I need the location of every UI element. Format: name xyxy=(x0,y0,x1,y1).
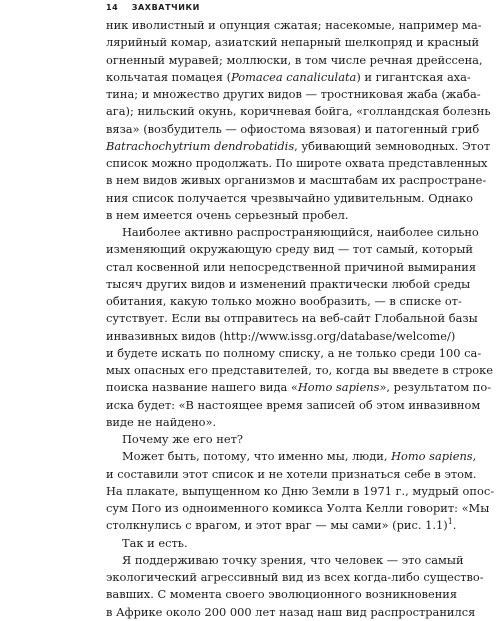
text-line: стал косвенной или непосредственной причиной вымирания xyxy=(106,259,477,274)
text-line: вяза» (возбудитель — офиостома вязовая) и патогенный гриб xyxy=(106,121,480,136)
text-line: ния список получается чрезвычайно удивительным. Однако xyxy=(106,190,473,205)
text-line: в нем имеется очень серьезный пробел. xyxy=(106,207,349,222)
text-line: Batrachochytrium dendrobatidis, убивающий земноводных. Этот xyxy=(106,138,491,153)
text-line: и составили этот список и не хотели признаться себе в этом. xyxy=(106,466,477,481)
page-number: 14 xyxy=(106,3,119,12)
species-name: Pomacea canaliculata xyxy=(231,69,357,84)
text-line: обитания, какую только можно вообразить, — в списке от- xyxy=(106,294,462,308)
text-line: иска будет: «В настоящее время записей об этом инвазивном xyxy=(106,397,481,412)
text-line: сум Пого из одноименного комикса Уолта Келли говорит: «Мы xyxy=(106,501,490,515)
text-line: ник иволистный и опунция сжатая; насекомые, например ма- xyxy=(106,18,482,32)
text-line: На плакате, выпущенном ко Дню Земли в 1971 г., мудрый опос- xyxy=(106,483,495,498)
text-line: Я поддерживаю точку зрения, что человек — это самый xyxy=(122,552,464,567)
species-name: Homo sapiens xyxy=(391,449,473,464)
text-line: экологический агрессивный вид из всех когда-либо существо- xyxy=(106,570,484,584)
running-head xyxy=(106,3,200,15)
text-line: в Африке около 200 000 лет назад наш вид распространился xyxy=(106,604,476,619)
chapter-title: ЗАХВАТЧИКИ xyxy=(131,3,200,12)
text-line: инвазивных видов (http://www.issg.org/database/welcome/) xyxy=(106,328,456,343)
text-line: тысяч других видов и изменений практически любой среды xyxy=(106,276,471,291)
body-text xyxy=(106,17,495,621)
text-line: виде не найдено». xyxy=(106,414,217,429)
text-line: поиска название нашего вида «Homo sapiens», результатом по- xyxy=(106,380,492,395)
text-line: лярийный комар, азиатский непарный шелкопряд и красный xyxy=(106,35,480,50)
species-name: Homo sapiens xyxy=(297,380,380,395)
footnote-marker: 1 xyxy=(447,517,453,527)
text-line: мых опасных его представителей, то, когда вы введете в строке xyxy=(106,363,494,377)
text-line: сутствует. Если вы отправитесь на веб-сайт Глобальной базы xyxy=(106,311,478,326)
text-line: кольчатая помацея (Pomacea canaliculata) и гигантская аха- xyxy=(106,69,471,84)
text-line: изменяющий окружающую среду вид — тот самый, который xyxy=(106,242,473,257)
species-name: Batrachochytrium dendrobatidis xyxy=(106,138,295,153)
text-line: и будете искать по полному списку, а не только среди 100 са- xyxy=(106,345,482,360)
text-line: тина; и множество других видов — тростниковая жаба (жаба- xyxy=(106,87,481,101)
text-line: огненный муравей; моллюски, в том числе речная дрейссена, xyxy=(106,52,483,67)
text-line: вавших. С момента своего эволюционного возникновения xyxy=(106,587,458,602)
text-line: столкнулись с врагом, и этот враг — мы сами» (рис. 1.1)$^1$. xyxy=(106,517,457,533)
text-line: Наиболее активно распространяющийся, наиболее сильно xyxy=(122,225,479,239)
text-line: Так и есть. xyxy=(122,535,188,550)
text-line: ага); нильский окунь, коричневая бойга, «голландская болезнь xyxy=(106,104,491,119)
text-line: Почему же его нет? xyxy=(122,432,244,446)
text-line: Может быть, потому, что именно мы, люди, Homo sapiens, xyxy=(122,449,477,464)
text-line: список можно продолжать. По широте охвата представленных xyxy=(106,156,488,170)
text-line: в нем видов живых организмов и масштабам их распростране- xyxy=(106,173,487,188)
